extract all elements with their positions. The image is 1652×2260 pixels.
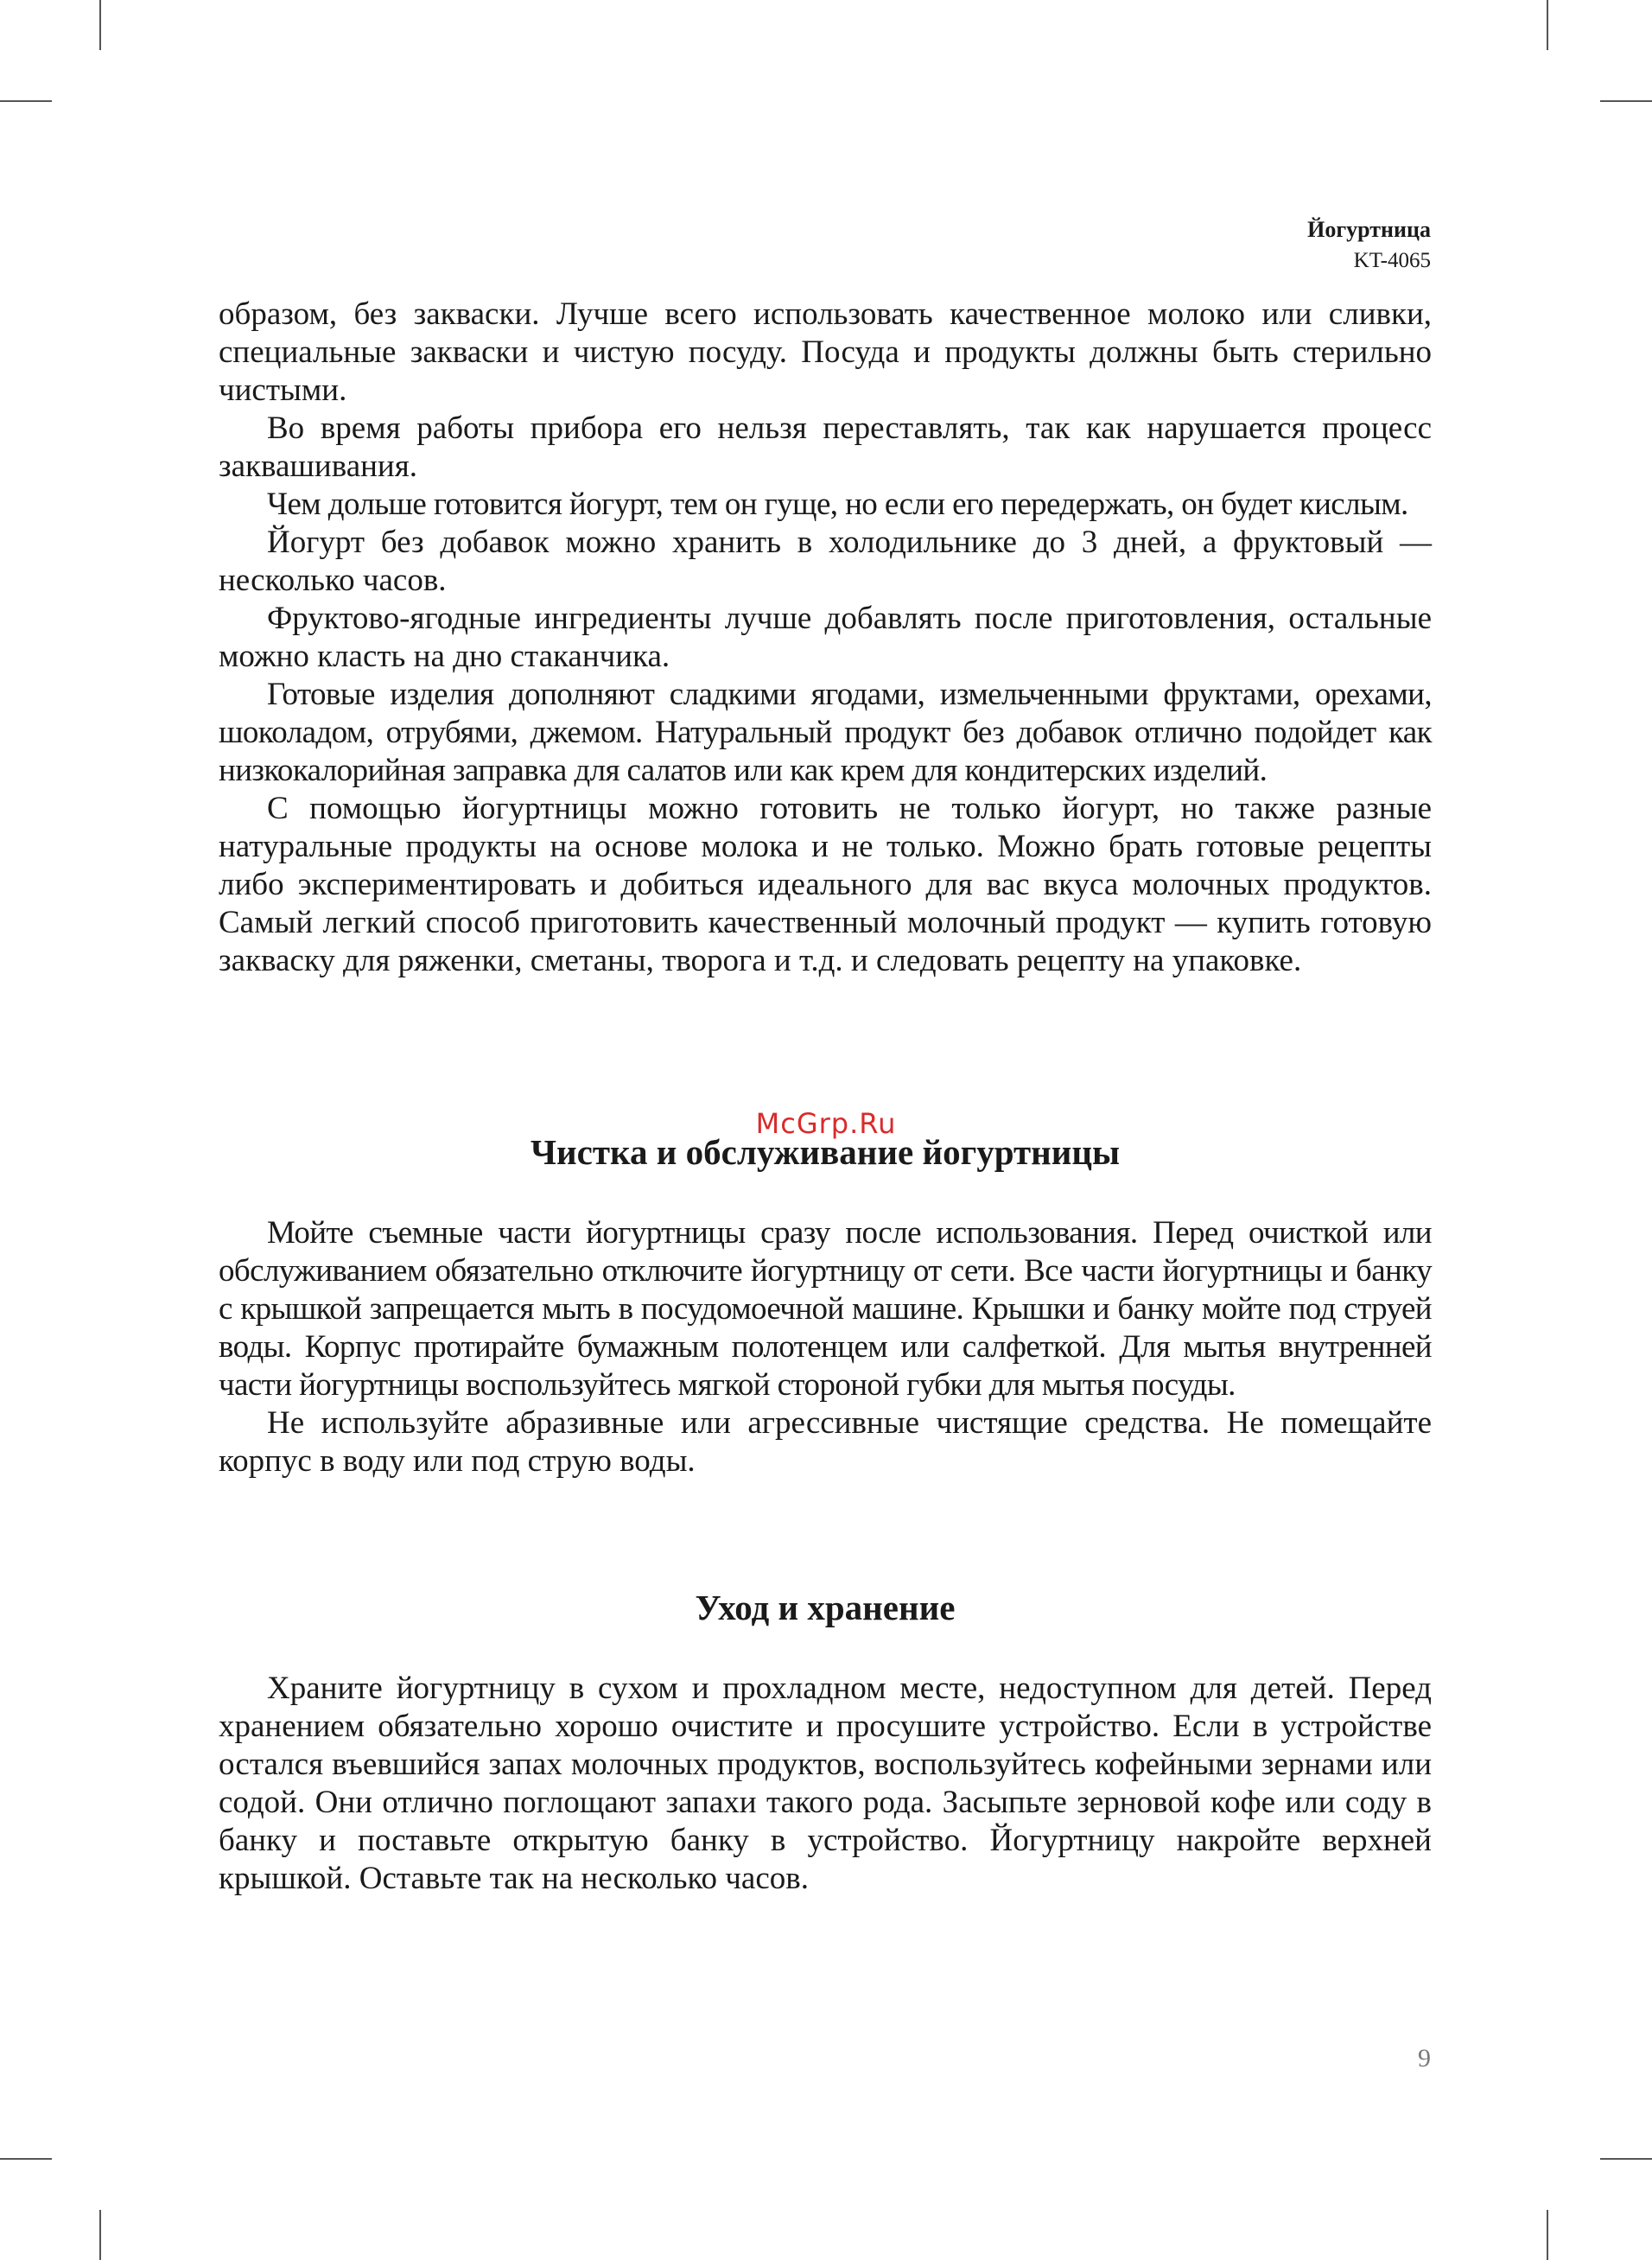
crop-mark [1547, 2210, 1548, 2260]
paragraph: Йогурт без добавок можно хранить в холодильнике до 3 дней, а фруктовый — несколько часов. [219, 525, 1432, 598]
crop-mark [1600, 100, 1652, 102]
crop-mark [0, 100, 52, 102]
paragraph: Не используйте абразивные или агрессивные чистящие средства. Не помещайте корпус в воду или под струю воды. [219, 1405, 1432, 1479]
crop-mark [1547, 0, 1548, 50]
header-product-name: Йогуртница [1307, 217, 1431, 242]
page-header [1307, 214, 1431, 277]
crop-mark [99, 2210, 101, 2260]
section-title-cleaning: Чистка и обслуживание йогуртницы [530, 1132, 1121, 1172]
paragraph: Чем дольше готовится йогурт, тем он гуще, но если его передержать, он будет кислым. [267, 487, 1408, 522]
watermark-text: McGrp.Ru [755, 1107, 897, 1140]
section-title-storage: Уход и хранение [695, 1588, 956, 1627]
crop-mark [1600, 2158, 1652, 2160]
page-number: 9 [1418, 2044, 1431, 2072]
storage-section [219, 1670, 1432, 1898]
paragraph: Храните йогуртницу в сухом и прохладном месте, недоступном для детей. Перед хранением обязательно хорошо очистите и просушите устройство. Если в устройстве остался въевшийся запах молочных продуктов, воспользуйтесь кофейными зернами или содой. Они отлично поглощают запахи такого рода. Засыпьте зерновой кофе или соду в банку и поставьте открытую банку в устройство. Йогуртницу накройте верхней крышкой. Оставьте так на несколько часов. [219, 1671, 1432, 1896]
paragraph: Готовые изделия дополняют сладкими ягодами, измельченными фруктами, орехами, шоколадом, отрубями, джемом. Натуральный продукт без добавок отлично подойдет как низкокалорийная заправка для салатов или как крем для кондитерских изделий. [219, 677, 1432, 788]
paragraph: Во время работы прибора его нельзя переставлять, так как нарушается процесс заквашивания. [219, 411, 1432, 484]
paragraph: Фруктово-ягодные ингредиенты лучше добавлять после приготовления, остальные можно класть на дно стаканчика. [219, 601, 1432, 674]
crop-mark [99, 0, 101, 50]
intro-section [219, 296, 1432, 980]
header-model-number: KT-4065 [1353, 249, 1431, 272]
cleaning-section [219, 1214, 1432, 1480]
paragraph: образом, без закваски. Лучше всего использовать качественное молоко или сливки, специальные закваски и чистую посуду. Посуда и продукты должны быть стерильно чистыми. [219, 296, 1432, 408]
paragraph: Мойте съемные части йогуртницы сразу после использования. Перед очисткой или обслуживанием обязательно отключите йогуртницу от сети. Все части йогуртницы и банку с крышкой запрещается мыть в посудомоечной машине. Крышки и банку мойте под струей воды. Корпус протирайте бумажным полотенцем или салфеткой. Для мытья внутренней части йогуртницы воспользуйтесь мягкой стороной губки для мытья посуды. [219, 1215, 1432, 1403]
crop-mark [0, 2158, 52, 2160]
paragraph: С помощью йогуртницы можно готовить не только йогурт, но также разные натуральные продукты на основе молока и не только. Можно брать готовые рецепты либо экспериментировать и добиться идеального для вас вкуса молочных продуктов. Самый легкий способ приготовить качественный молочный продукт — купить готовую закваску для ряженки, сметаны, творога и т.д. и следовать рецепту на упаковке. [219, 791, 1432, 978]
